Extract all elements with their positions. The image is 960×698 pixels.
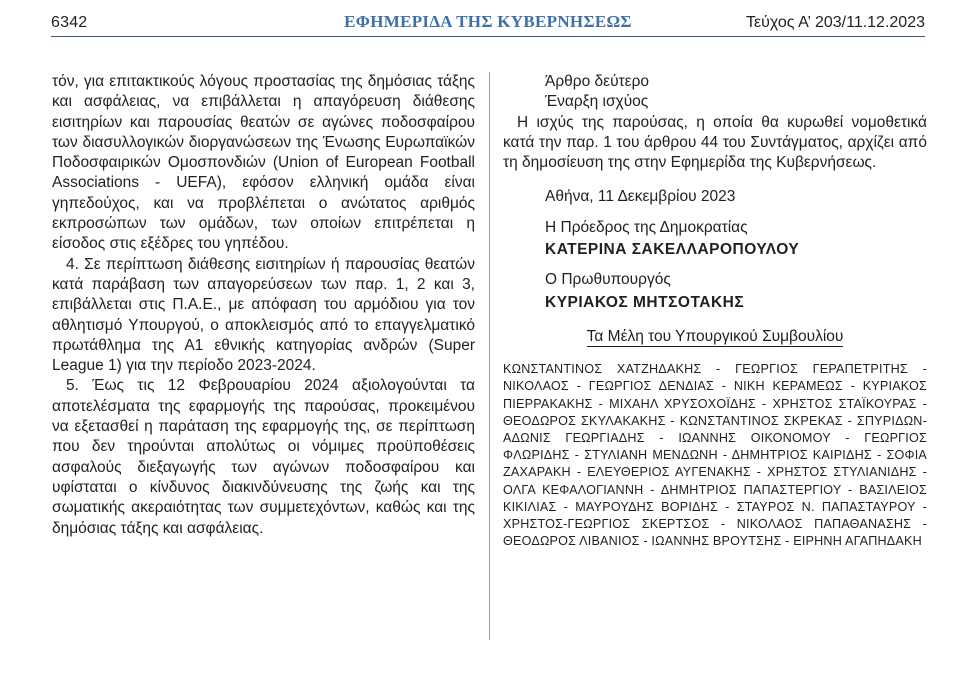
article-subtitle: Έναρξη ισχύος [545, 93, 649, 111]
issue-number: Τεύχος Α’ 203/11.12.2023 [746, 14, 925, 31]
paragraph-5: 5. Έως τις 12 Φεβρουαρίου 2024 αξιολογούνται τα αποτελέσματα της εφαρμογής της παρούσας, προκειμένου να εξετασθεί η παράταση της εφαρμογής της, σε περίπτωση που δεν τηρούνται απολύτως οι νόμιμες προϋποθέσεις ασφαλούς διεξαγωγής των αγώνων ποδοσφαίρου και υφίσταται ο κίνδυνος διακινδύνευσης της ζωής και της σωματικής ακεραιότητας των συμμετεχόντων, καθώς και της δημόσιας τάξης και ασφάλειας. [52, 377, 475, 537]
cabinet-members-title [503, 327, 927, 347]
president-name: ΚΑΤΕΡΙΝΑ ΣΑΚΕΛΛΑΡΟΠΟΥΛΟΥ [545, 241, 800, 259]
header-rule [51, 36, 925, 37]
cabinet-members-title-text: Τα Μέλη του Υπουργικού Συμβουλίου [586, 327, 844, 345]
column-divider [489, 72, 490, 640]
right-column [503, 72, 927, 551]
article-body: Η ισχύς της παρούσας, η οποία θα κυρωθεί νομοθετικά κατά την παρ. 1 του άρθρου 44 του Συντάγματος, αρχίζει από τη δημοσίευση της στην Εφημερίδα της Κυβερνήσεως. [503, 113, 927, 172]
pm-name: ΚΥΡΙΑΚΟΣ ΜΗΤΣΟΤΑΚΗΣ [545, 293, 745, 311]
pm-role: Ο Πρωθυπουργός [545, 271, 671, 289]
page-number: 6342 [51, 14, 88, 31]
cabinet-members-list: ΚΩΝΣΤΑΝΤΙΝΟΣ ΧΑΤΖΗΔΑΚΗΣ - ΓΕΩΡΓΙΟΣ ΓΕΡΑΠΕΤΡΙΤΗΣ - ΝΙΚΟΛΑΟΣ - ΓΕΩΡΓΙΟΣ ΔΕΝΔΙΑΣ - ΝΙΚΗ ΚΕΡΑΜΕΩΣ - ΚΥΡΙΑΚΟΣ ΠΙΕΡΡΑΚΑΚΗΣ - ΜΙΧΑΗΛ ΧΡΥΣΟΧΟΪΔΗΣ - ΧΡΗΣΤΟΣ ΣΤΑΪΚΟΥΡΑΣ - ΘΕΟΔΩΡΟΣ ΣΚΥΛΑΚΑΚΗΣ - ΚΩΝΣΤΑΝΤΙΝΟΣ ΣΚΡΕΚΑΣ - ΣΠΥΡΙΔΩΝ-ΑΔΩΝΙΣ ΓΕΩΡΓΙΑΔΗΣ - ΙΩΑΝΝΗΣ ΟΙΚΟΝΟΜΟΥ - ΓΕΩΡΓΙΟΣ ΦΛΩΡΙΔΗΣ - ΣΤΥΛΙΑΝΗ ΜΕΝΔΩΝΗ - ΔΗΜΗΤΡΙΟΣ ΚΑΙΡΙΔΗΣ - ΣΟΦΙΑ ΖΑΧΑΡΑΚΗ - ΕΛΕΥΘΕΡΙΟΣ ΑΥΓΕΝΑΚΗΣ - ΧΡΗΣΤΟΣ ΣΤΥΛΙΑΝΙΔΗΣ - ΟΛΓΑ ΚΕΦΑΛΟΓΙΑΝΝΗ - ΔΗΜΗΤΡΙΟΣ ΠΑΠΑΣΤΕΡΓΙΟΥ - ΒΑΣΙΛΕΙΟΣ ΚΙΚΙΛΙΑΣ - ΜΑΥΡΟΥΔΗΣ ΒΟΡΙΔΗΣ - ΣΤΑΥΡΟΣ Ν. ΠΑΠΑΣΤΑΥΡΟΥ - ΧΡΗΣΤΟΣ-ΓΕΩΡΓΙΟΣ ΣΚΕΡΤΣΟΣ - ΝΙΚΟΛΑΟΣ ΠΑΠΑΘΑΝΑΣΗΣ - ΘΕΟΔΩΡΟΣ ΛΙΒΑΝΙΟΣ - ΙΩΑΝΝΗΣ ΒΡΟΥΤΣΗΣ - ΕΙΡΗΝΗ ΑΓΑΠΗΔΑΚΗ [503, 362, 927, 549]
president-role: Η Πρόεδρος της Δημοκρατίας [545, 218, 748, 236]
article-title: Άρθρο δεύτερο [545, 73, 650, 90]
page-header [51, 10, 925, 32]
left-column [52, 72, 475, 539]
paragraph-4: 4. Σε περίπτωση διάθεσης εισιτηρίων ή παρουσίας θεατών κατά παράβαση των απαγορεύσεων των παρ. 1, 2 και 3, επιβάλλεται στις Π.Α.Ε., με απόφαση του αρμόδιου για τον αθλητισμό Υπουργού, ο αποκλεισμός από το επαγγελματικό πρωτάθλημα της Α1 εθνικής κατηγορίας ανδρών (Super League 1) για την περίοδο 2023-2024. [52, 255, 475, 375]
place-date: Αθήνα, 11 Δεκεμβρίου 2023 [545, 188, 736, 206]
gazette-title: ΕΦΗΜΕΡΙΔΑ ΤΗΣ ΚΥΒΕΡΝΗΣΕΩΣ [344, 12, 632, 31]
paragraph-continued: τόν, για επιτακτικούς λόγους προστασίας της δημόσιας τάξης και ασφάλειας, να επιβάλλεται η απαγόρευση διάθεσης εισιτηρίων και παρουσίας θεατών σε αγώνες ποδοσφαίρου των διασυλλογικών διοργανώσεων της Ένωσης Ευρωπαϊκών Ποδοσφαιρικών Ομοσπονδιών (Union of European Football Associations - UEFA), εφόσον ελληνική ομάδα είναι γηπεδούχος, και να προβλέπεται ο ανώτατος αριθμός εκπροσώπων των ομάδων, των οποίων επιτρέπεται η είσοδος στις εξέδρες του γηπέδου. [52, 73, 475, 253]
